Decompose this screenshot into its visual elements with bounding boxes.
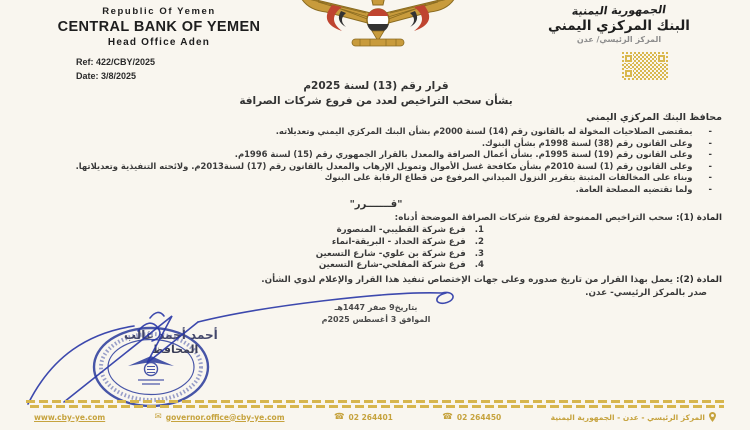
dash-marker: -	[708, 126, 712, 136]
email-address: governor.office@cby-ye.com	[165, 412, 285, 422]
preamble-item	[30, 149, 722, 161]
decision-body	[30, 80, 722, 326]
phone1-item	[334, 412, 393, 422]
letterhead-english	[30, 6, 288, 84]
article-1-text: سحب التراخيص الممنوحة لفروع شركات الصرافة الموضحة أدناه:	[394, 212, 673, 223]
country-name-en: Republic Of Yemen	[102, 6, 216, 17]
branch-item	[30, 260, 484, 272]
dash-marker: -	[708, 183, 712, 194]
dash-marker: -	[708, 172, 712, 183]
branch-text: فرع شركة القطيبي- المنصورة	[336, 224, 466, 235]
branch-item	[30, 237, 484, 249]
issued-at-line: صدر بالمركز الرئيسي- عدن.	[585, 287, 707, 298]
gold-border-ornament	[26, 400, 724, 408]
email-item	[155, 412, 285, 422]
branch-item	[30, 249, 484, 261]
email-icon: ✉	[154, 412, 162, 422]
preamble-item	[30, 138, 722, 150]
preamble-item	[30, 184, 722, 196]
preamble-item	[30, 172, 722, 184]
dash-marker: -	[708, 160, 712, 171]
branch-list	[30, 225, 722, 272]
branch-number: 3.	[474, 248, 484, 259]
branch-text: فرع شركة الحداد - البريقة-انماء	[331, 236, 466, 247]
website-url: www.cby-ye.com	[34, 412, 106, 422]
document-date: Date: 3/8/2025	[76, 70, 137, 81]
article-2-text: يعمل بهذا القرار من تاريخ صدوره وعلى جهات الإختصاص تنفيذ هذا القرار والإعلام لذوي الشأن.	[261, 275, 673, 286]
hijri-date: بتاريخ9 صفر 1447هـ	[334, 302, 418, 312]
preamble-text: وعلى القانون رقم (1) لسنة 2010م بشأن مكافحة غسل الأموال وتمويل الإرهاب والمعدل بالقانون رقم (17) لسنة2013م. ولائحته التنفيذية وتعديلاتها.	[75, 160, 693, 171]
branch-number: 2.	[474, 236, 484, 247]
preamble-text: وبناء على المخالفات المثبتة بتقرير النزول الميداني المرفوع من قطاع الرقابة على البنوك	[324, 172, 693, 183]
signer-title: المحافظ	[152, 343, 199, 356]
phone2-item	[442, 412, 501, 422]
preamble-text: بمقتضى الصلاحيات المخولة له بالقانون رقم (14) لسنة 2000م بشأن البنك المركزي اليمني وتعديلاته.	[275, 126, 693, 136]
preamble-text: ولما تقتضيه المصلحة العامة.	[575, 183, 693, 194]
branch-item	[30, 225, 484, 237]
office-name-en: Head Office Aden	[107, 37, 211, 48]
office-name-ar: المركز الرئيسي/ عدن	[576, 35, 662, 44]
phone2-number: 02 264450	[456, 412, 502, 422]
decision-title: قرار رقم (13) لسنة 2025م	[303, 80, 449, 92]
gregorian-date: الموافق 3 أغسطس 2025م	[321, 315, 431, 325]
article-1-label: المادة (1):	[676, 212, 722, 223]
contact-bar	[0, 408, 750, 422]
issuer-title: محافظ البنك المركزي اليمني	[586, 112, 722, 123]
bank-name-en: CENTRAL BANK OF YEMEN	[57, 19, 261, 35]
phone1-number: 02 264401	[348, 412, 393, 422]
branch-text: فرع شركة المفلحي-شارع التسعين	[318, 260, 466, 271]
location-pin-icon	[709, 412, 716, 422]
preamble-item	[30, 126, 722, 138]
decision-subtitle: بشأن سحب التراخيص لعدد من فروع شركات الصرافة	[239, 95, 513, 107]
yemen-emblem-icon	[296, 0, 460, 59]
reference-number: Ref: 422/CBY/2025	[76, 57, 156, 67]
article-2	[30, 274, 722, 286]
branch-number: 1.	[474, 224, 484, 235]
phone-icon: ☎	[442, 412, 453, 422]
branch-number: 4.	[474, 260, 484, 271]
decision-word: "قـــــــرر"	[349, 198, 403, 210]
bank-name-ar: البنك المركزي اليمني	[548, 18, 690, 34]
preamble-item	[30, 161, 722, 173]
preamble-list	[30, 126, 722, 196]
branch-text: فرع شركة بن علوي- شارع التسعين	[315, 248, 466, 259]
phone-icon: ☎	[333, 412, 345, 422]
footer	[0, 400, 750, 430]
qr-code	[622, 52, 668, 80]
preamble-text: وعلى القانون رقم (38) لسنة 1998م بشأن البنوك.	[481, 137, 693, 148]
issue-dates	[30, 302, 722, 327]
country-name-ar: الجمهورية اليمنية	[570, 3, 668, 18]
dash-marker: -	[708, 149, 712, 160]
letterhead-arabic	[514, 4, 724, 44]
address-item	[551, 412, 716, 422]
article-1	[30, 212, 722, 224]
address-text: المركز الرئيسي - عدن - الجمهورية اليمنية	[550, 412, 705, 422]
dash-marker: -	[708, 137, 712, 148]
article-2-label: المادة (2):	[676, 275, 722, 286]
signer-name: أحمد أحمد غالب	[124, 328, 218, 342]
website-item	[34, 413, 105, 422]
preamble-text: وعلى القانون رقم (19) لسنة 1995م. بشأن أعمال الصرافة والمعدل بالقرار الجمهوري رقم (15) لسنة 1996م.	[234, 149, 693, 160]
